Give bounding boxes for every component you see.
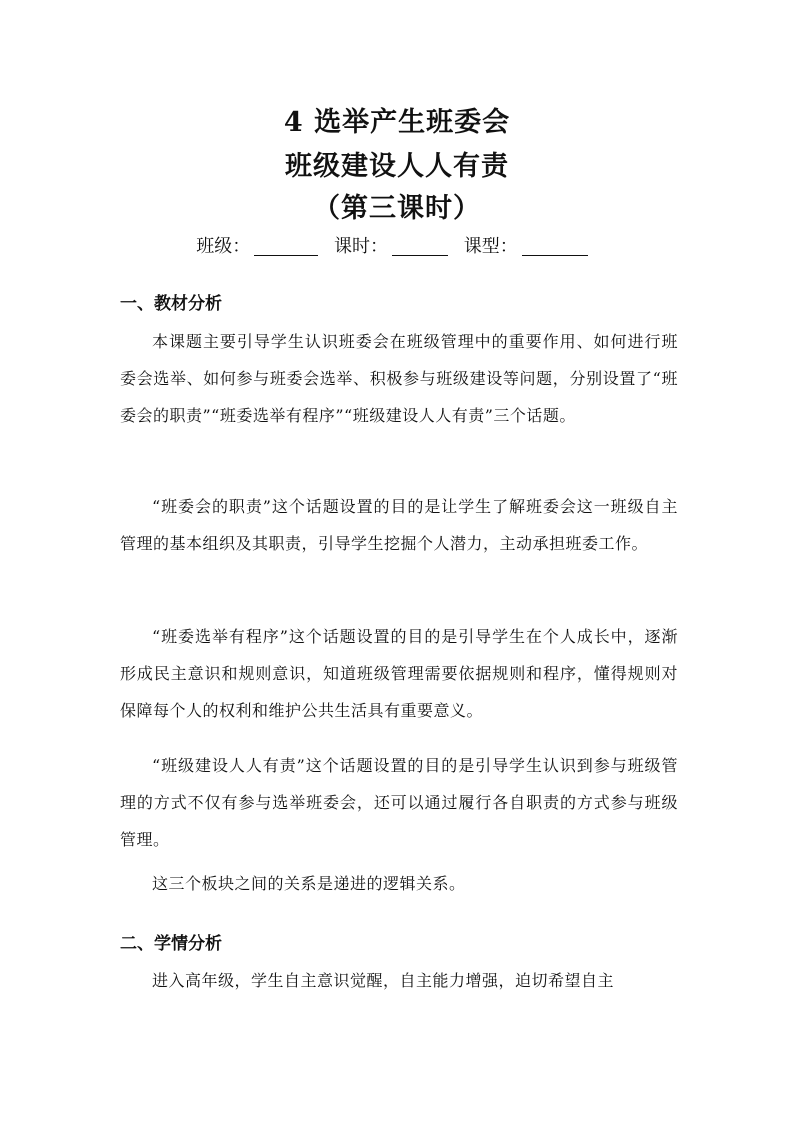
lesson-meta-row (0, 232, 794, 258)
paragraph: 这三个板块之间的关系是递进的逻辑关系。 (152, 874, 466, 893)
class-label: 班级： (196, 236, 251, 257)
lesson-period-title: （第三课时） (313, 193, 481, 224)
paragraph: “班级建设人人有责”这个话题设置的目的是引导学生认识到参与班级管理的方式不仅有参与选举班委会，还可以通过履行各自职责的方式参与班级管理。 (120, 756, 678, 849)
type-label: 课型： (463, 236, 518, 257)
paragraph: “班委会的职责”这个话题设置的目的是让学生了解班委会这一班级自主管理的基本组织及其职责，引导学生挖掘个人潜力，主动承担班委工作。 (120, 497, 678, 553)
lesson-subtitle: 班级建设人人有责 (285, 151, 509, 182)
paragraph: 本课题主要引导学生认识班委会在班级管理中的重要作用、如何进行班委会选举、如何参与班委会选举、积极参与班级建设等问题，分别设置了“班委会的职责”“班委选举有程序”“班级建设人人有责”三个话题。 (120, 332, 678, 425)
section-heading-student-analysis: 二、学情分析 (120, 934, 222, 954)
period-blank (392, 237, 448, 256)
paragraph: “班委选举有程序”这个话题设置的目的是引导学生在个人成长中，逐渐形成民主意识和规则意识，知道班级管理需要依据规则和程序，懂得规则对保障每个人的权利和维护公共生活具有重要意义。 (120, 627, 678, 720)
period-label: 课时： (334, 236, 388, 257)
type-blank (522, 237, 588, 256)
class-blank (254, 237, 318, 256)
section-heading-textbook-analysis: 一、教材分析 (120, 294, 222, 314)
paragraph: 进入高年级，学生自主意识觉醒，自主能力增强，迫切希望自主 (152, 971, 615, 990)
lesson-title: 4 选举产生班委会 (283, 107, 511, 138)
